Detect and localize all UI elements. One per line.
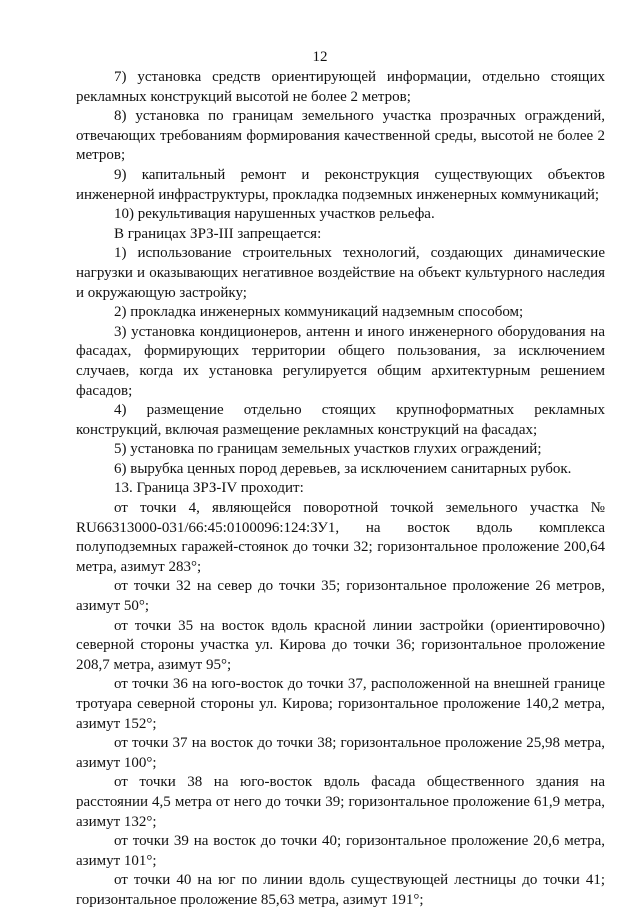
paragraph: от точки 38 на юго-восток вдоль фасада общественного здания на расстоянии 4,5 метра от него до точки 39; горизонтальное проложение 61,9 метра, азимут 132°;: [76, 774, 605, 830]
paragraph: от точки 39 на восток до точки 40; горизонтальное проложение 20,6 метра, азимут 101°;: [76, 833, 605, 869]
paragraph: 5) установка по границам земельных участков глухих ограждений;: [114, 441, 542, 458]
paragraph: 9) капитальный ремонт и реконструкция существующих объектов инженерной инфраструктуры, прокладка подземных инженерных коммуникаций;: [76, 166, 605, 203]
paragraph: от точки 40 на юг по линии вдоль существующей лестницы до точки 41; горизонтальное проложение 85,63 метра, азимут 191°;: [76, 872, 605, 908]
paragraph: 6) вырубка ценных пород деревьев, за исключением санитарных рубок.: [114, 460, 572, 477]
paragraph: 10) рекультивация нарушенных участков рельефа.: [114, 206, 435, 223]
paragraph: 2) прокладка инженерных коммуникаций надземным способом;: [114, 304, 524, 321]
paragraph: от точки 35 на восток вдоль красной линии застройки (ориентировочно) северной стороны участка ул. Кирова до точки 36; горизонтальное проложение 208,7 метра, азимут 95°;: [76, 617, 605, 673]
paragraph: 3) установка кондиционеров, антенн и иного инженерного оборудования на фасадах, формирующих территории общего пользования, за исключением случаев, когда их установка регулируется общим архитектурным решением фасадов;: [76, 323, 605, 399]
paragraph: 7) установка средств ориентирующей информации, отдельно стоящих рекламных конструкций высотой не более 2 метров;: [76, 69, 605, 105]
paragraph: от точки 32 на север до точки 35; горизонтальное проложение 26 метров, азимут 50°;: [76, 578, 605, 615]
paragraph: от точки 36 на юго-восток до точки 37, расположенной на внешней границе тротуара северной стороны ул. Кирова; горизонтальное проложение 140,2 метра, азимут 152°;: [76, 676, 605, 732]
document-body: [76, 68, 605, 911]
paragraph: от точки 4, являющейся поворотной точкой земельного участка № RU66313000-031/66:45:0100096:124:ЗУ1, на восток вдоль комплекса полуподземных гаражей-стоянок до точки 32; горизонтальное проложение 200,64 метра, азимут 283°;: [76, 500, 605, 575]
paragraph: 4) размещение отдельно стоящих крупноформатных рекламных конструкций, включая размещение рекламных конструкций на фасадах;: [76, 402, 605, 438]
page-number: 12: [312, 49, 328, 65]
paragraph: В границах ЗРЗ-III запрещается:: [114, 225, 322, 242]
paragraph: от точки 37 на восток до точки 38; горизонтальное проложение 25,98 метра, азимут 100°;: [76, 735, 605, 771]
paragraph: 13. Граница ЗРЗ-IV проходит:: [114, 480, 304, 497]
paragraph: 1) использование строительных технологий, создающих динамические нагрузки и оказывающих негативное воздействие на объект культурного наследия и окружающую застройку;: [76, 245, 605, 301]
paragraph: 8) установка по границам земельного участка прозрачных ограждений, отвечающих требованиям формирования качественной среды, высотой не более 2 метров;: [76, 108, 605, 164]
